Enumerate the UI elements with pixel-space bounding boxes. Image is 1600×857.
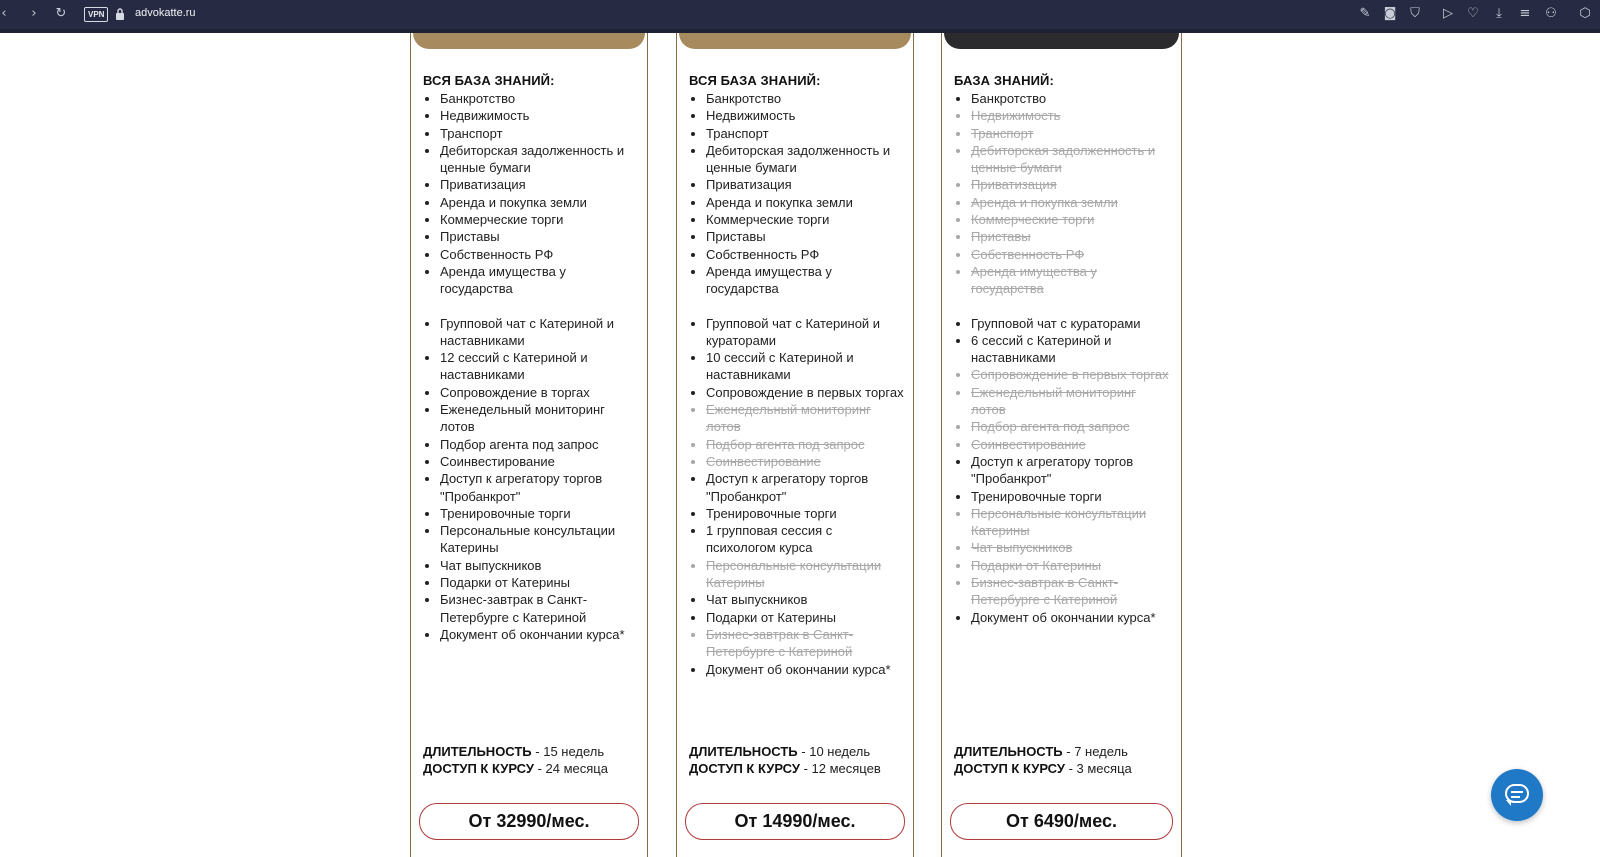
feature-item: • Групповой чат с Катериной и наставниками — [440, 315, 639, 350]
feature-item: • Чат выпускников — [440, 557, 639, 574]
feature-item: • Соинвестирование — [706, 453, 905, 470]
feature-item: • Подарки от Катерины — [971, 557, 1173, 574]
knowledge-item: • Транспорт — [971, 125, 1173, 142]
plan-meta — [954, 743, 1175, 777]
access-label: ДОСТУП К КУРСУ — [423, 761, 534, 776]
chat-line — [1511, 796, 1520, 798]
knowledge-item: • Собственность РФ — [971, 246, 1173, 263]
price-button[interactable]: От 6490/мес. — [950, 803, 1173, 840]
knowledge-item: • Приватизация — [971, 176, 1173, 193]
access-row — [954, 760, 1175, 777]
knowledge-item: • Аренда и покупка земли — [971, 194, 1173, 211]
feature-item: • Документ об окончании курса* — [706, 661, 905, 678]
feature-item: • Чат выпускников — [706, 591, 905, 608]
download-icon[interactable]: ⤓ — [1496, 6, 1502, 21]
knowledge-item: • Коммерческие торги — [706, 211, 905, 228]
feature-item: • Бизнес-завтрак в Санкт-Петербурге с Катериной — [971, 574, 1173, 609]
feature-item: • Еженедельный мониторинг лотов — [706, 401, 905, 436]
profile-icon[interactable]: ⚇ — [1545, 6, 1557, 21]
plan-card-header — [944, 33, 1179, 49]
address-bar-url[interactable]: advokatte.ru — [135, 7, 196, 19]
feature-item: • Соинвестирование — [971, 436, 1173, 453]
knowledge-item: • Дебиторская задолженность и ценные бумаги — [971, 142, 1173, 177]
lock-icon — [115, 6, 125, 22]
heart-icon[interactable]: ♡ — [1467, 6, 1479, 21]
plan-card-header — [413, 33, 645, 49]
knowledge-item: • Аренда имущества у государства — [706, 263, 905, 298]
knowledge-item: • Приватизация — [440, 176, 639, 193]
feature-item: • Подбор агента под запрос — [706, 436, 905, 453]
knowledge-item: • Дебиторская задолженность и ценные бумаги — [706, 142, 905, 177]
edit-icon[interactable]: ✎ — [1359, 6, 1371, 21]
reload-icon[interactable]: ↻ — [55, 6, 67, 21]
knowledge-item: • Недвижимость — [971, 107, 1173, 124]
plan-card — [676, 33, 914, 857]
feature-item: • Тренировочные торги — [706, 505, 905, 522]
access-row — [689, 760, 907, 777]
plan-knowledge-title: ВСЯ БАЗА ЗНАНИЙ: — [689, 73, 821, 88]
plan-feature-list — [954, 90, 1173, 626]
price-button[interactable]: От 14990/мес. — [685, 803, 905, 840]
access-label: ДОСТУП К КУРСУ — [954, 761, 1065, 776]
feature-item: • Доступ к агрегатору торгов "Пробанкрот" — [440, 470, 639, 505]
access-label: ДОСТУП К КУРСУ — [689, 761, 800, 776]
knowledge-item: • Собственность РФ — [440, 246, 639, 263]
feature-item: • Подбор агента под запрос — [440, 436, 639, 453]
plan-knowledge-title: ВСЯ БАЗА ЗНАНИЙ: — [423, 73, 555, 88]
knowledge-item: • Недвижимость — [706, 107, 905, 124]
feature-item: • Персональные консультации Катерины — [706, 557, 905, 592]
chat-tail — [1506, 800, 1511, 806]
knowledge-item: • Приватизация — [706, 176, 905, 193]
knowledge-item: • Аренда и покупка земли — [706, 194, 905, 211]
access-value: - 3 месяца — [1064, 761, 1132, 776]
knowledge-item: • Банкротство — [971, 90, 1173, 107]
feature-item: • Групповой чат с кураторами — [971, 315, 1173, 332]
feature-item: • 1 групповая сессия с психологом курса — [706, 522, 905, 557]
duration-row — [423, 743, 641, 760]
feature-item: • Чат выпускников — [971, 539, 1173, 556]
feature-item: • Бизнес-завтрак в Санкт-Петербурге с Катериной — [706, 626, 905, 661]
chat-button[interactable] — [1491, 769, 1543, 821]
feature-item: • 10 сессий с Катериной и наставниками — [706, 349, 905, 384]
menu-icon[interactable]: ≡ — [1519, 6, 1531, 21]
knowledge-item: • Собственность РФ — [706, 246, 905, 263]
knowledge-item: • Аренда имущества у государства — [440, 263, 639, 298]
plan-card-header — [679, 33, 911, 49]
knowledge-item: • Аренда и покупка земли — [440, 194, 639, 211]
feature-item: • Документ об окончании курса* — [971, 609, 1173, 626]
duration-value: - 7 недель — [1062, 744, 1128, 759]
feature-item: • Персональные консультации Катерины — [440, 522, 639, 557]
feature-item: • Персональные консультации Катерины — [971, 505, 1173, 540]
knowledge-item: • Аренда имущества у государства — [971, 263, 1173, 298]
duration-row — [954, 743, 1175, 760]
feature-item: • Подарки от Катерины — [706, 609, 905, 626]
send-icon[interactable]: ▷ — [1443, 6, 1453, 21]
feature-item: • 12 сессий с Катериной и наставниками — [440, 349, 639, 384]
plan-feature-list — [689, 90, 905, 678]
extension-icon[interactable]: ⬡ — [1579, 6, 1591, 21]
feature-item: • Еженедельный мониторинг лотов — [440, 401, 639, 436]
forward-icon[interactable]: › — [31, 6, 37, 21]
plan-meta — [423, 743, 641, 777]
access-value: - 12 месяцев — [799, 761, 881, 776]
feature-item: • Еженедельный мониторинг лотов — [971, 384, 1173, 419]
duration-value: - 15 недель — [531, 744, 605, 759]
plan-meta — [689, 743, 907, 777]
duration-label: ДЛИТЕЛЬНОСТЬ — [954, 744, 1063, 759]
knowledge-item: • Приставы — [706, 228, 905, 245]
duration-label: ДЛИТЕЛЬНОСТЬ — [689, 744, 798, 759]
plan-card — [941, 33, 1182, 857]
browser-toolbar — [0, 0, 1600, 29]
feature-item: • Тренировочные торги — [971, 488, 1173, 505]
knowledge-item: • Приставы — [971, 228, 1173, 245]
feature-item: • Доступ к агрегатору торгов "Пробанкрот" — [971, 453, 1173, 488]
access-row — [423, 760, 641, 777]
duration-value: - 10 недель — [797, 744, 871, 759]
plan-feature-list — [423, 90, 639, 643]
chat-line — [1511, 791, 1523, 793]
feature-item: • Доступ к агрегатору торгов "Пробанкрот" — [706, 470, 905, 505]
plan-card — [410, 33, 648, 857]
knowledge-item: • Коммерческие торги — [971, 211, 1173, 228]
camera-icon[interactable]: ◙ — [1383, 6, 1397, 21]
back-icon[interactable]: ‹ — [1, 6, 7, 21]
knowledge-item: • Банкротство — [706, 90, 905, 107]
knowledge-item: • Недвижимость — [440, 107, 639, 124]
feature-item: • Бизнес-завтрак в Санкт-Петербурге с Катериной — [440, 591, 639, 626]
knowledge-item: • Транспорт — [440, 125, 639, 142]
feature-item: • Сопровождение в торгах — [440, 384, 639, 401]
duration-row — [689, 743, 907, 760]
knowledge-item: • Банкротство — [440, 90, 639, 107]
feature-item: • Документ об окончании курса* — [440, 626, 639, 643]
vpn-badge[interactable]: VPN — [84, 7, 108, 22]
feature-item: • 6 сессий с Катериной и наставниками — [971, 332, 1173, 367]
feature-item: • Групповой чат с Катериной и кураторами — [706, 315, 905, 350]
knowledge-item: • Приставы — [440, 228, 639, 245]
feature-item: • Тренировочные торги — [440, 505, 639, 522]
knowledge-item: • Дебиторская задолженность и ценные бумаги — [440, 142, 639, 177]
duration-label: ДЛИТЕЛЬНОСТЬ — [423, 744, 532, 759]
price-button[interactable]: От 32990/мес. — [419, 803, 639, 840]
feature-item: • Подарки от Катерины — [440, 574, 639, 591]
feature-item: • Соинвестирование — [440, 453, 639, 470]
feature-item: • Сопровождение в первых торгах — [706, 384, 905, 401]
feature-item: • Подбор агента под запрос — [971, 418, 1173, 435]
shield-icon[interactable]: ⛉ — [1410, 6, 1420, 21]
plan-knowledge-title: БАЗА ЗНАНИЙ: — [954, 73, 1054, 88]
access-value: - 24 месяца — [533, 761, 608, 776]
knowledge-item: • Транспорт — [706, 125, 905, 142]
knowledge-item: • Коммерческие торги — [440, 211, 639, 228]
feature-item: • Сопровождение в первых торгах — [971, 366, 1173, 383]
